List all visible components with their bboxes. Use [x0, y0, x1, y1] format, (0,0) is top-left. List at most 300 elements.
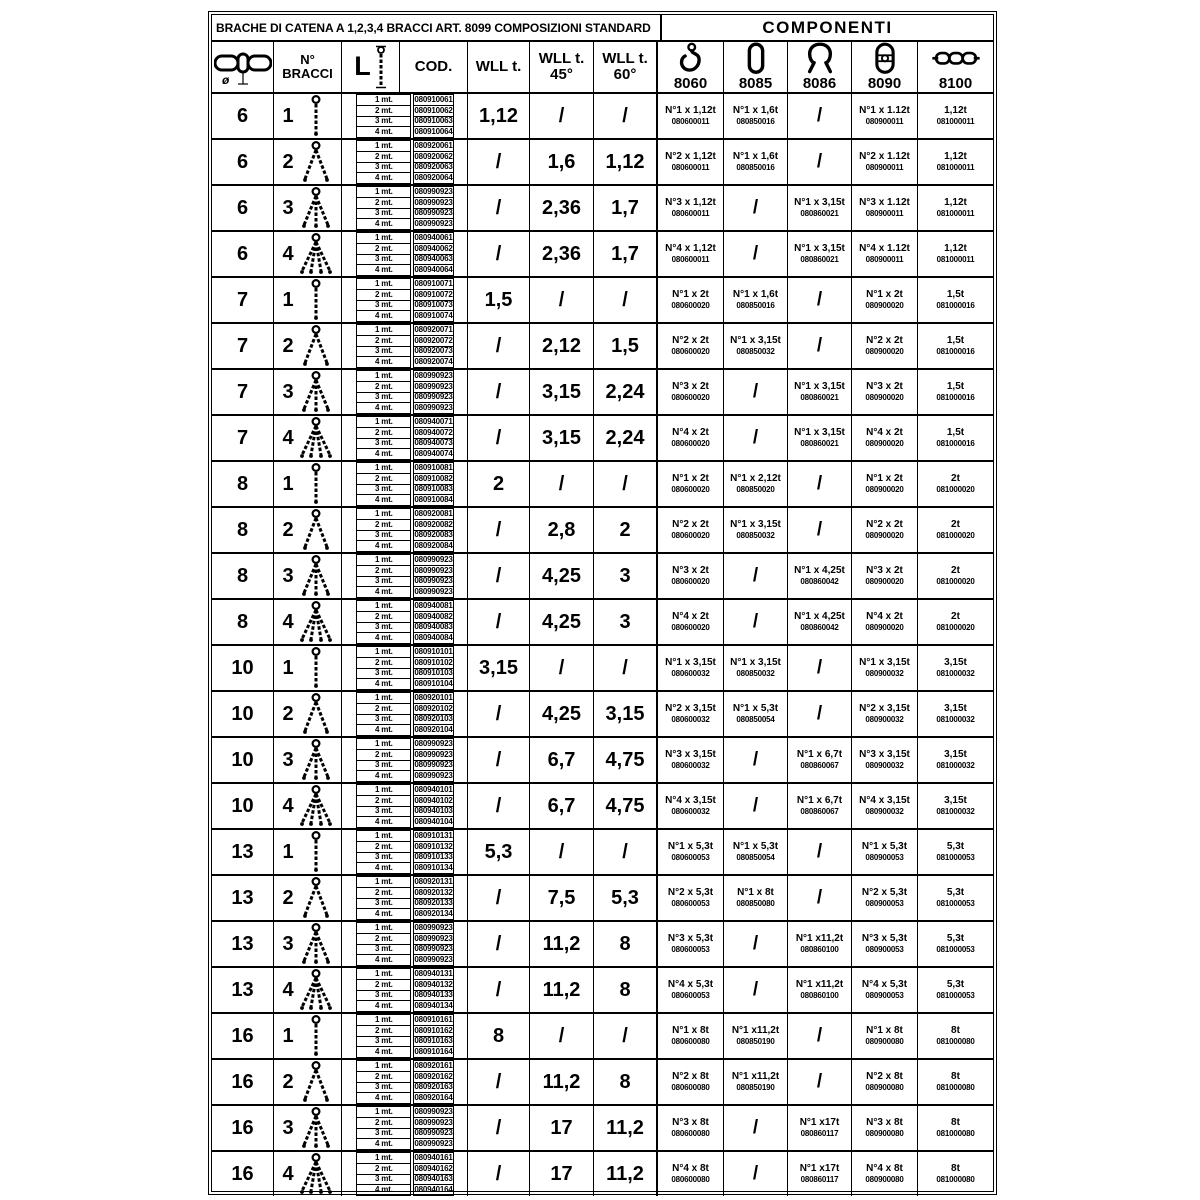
- component-8100-cell: [918, 94, 993, 138]
- component-qty: N°1 x 3,15t: [794, 380, 845, 392]
- article-code: 080920062: [414, 151, 453, 161]
- wll45-cell: 4,25: [530, 554, 594, 598]
- length-label: 2 mt.: [356, 519, 411, 531]
- component-qty: /: [816, 151, 823, 173]
- sling-icon-holder: [299, 600, 333, 644]
- component-8090-cell: [852, 324, 918, 368]
- component-qty: 1,12t: [944, 242, 967, 254]
- header-row-2: [212, 42, 993, 94]
- component-code: 080600053: [671, 945, 710, 955]
- bracci-count: 3: [282, 932, 294, 955]
- length-label: 2 mt.: [356, 381, 411, 393]
- length-code-subrow: [356, 678, 453, 690]
- length-label: 3 mt.: [356, 484, 411, 496]
- diameter-value: 13: [231, 840, 254, 863]
- wll-cell: /: [468, 922, 530, 966]
- component-8090-cell: [852, 508, 918, 552]
- component-8086-cell: [788, 922, 852, 966]
- component-8086-cell: [788, 554, 852, 598]
- component-code: 081000020: [936, 531, 975, 541]
- length-label: 4 mt.: [356, 356, 411, 368]
- wll60-cell: 3: [594, 600, 658, 644]
- component-8100-cell: [918, 692, 993, 736]
- article-code: 080940084: [414, 633, 453, 643]
- length-label: 3 mt.: [356, 1082, 411, 1094]
- component-qty: 1,12t: [944, 150, 967, 162]
- article-code: 080910162: [414, 1025, 453, 1035]
- component-code: 080600020: [671, 439, 710, 449]
- wll45-cell: /: [530, 1014, 594, 1058]
- length-label: 4 mt.: [356, 1184, 411, 1196]
- component-qty: N°1 x 3,15t: [730, 656, 781, 668]
- component-qty: N°1 x 3,15t: [665, 656, 716, 668]
- length-label: 3 mt.: [356, 990, 411, 1002]
- length-code-cell: [342, 830, 468, 874]
- component-8085-cell: [724, 94, 788, 138]
- article-code: 080910132: [414, 841, 453, 851]
- component-code: 081000020: [936, 577, 975, 587]
- component-8090-label: 8090: [867, 74, 902, 92]
- length-label: 2 mt.: [356, 289, 411, 301]
- length-code-subrow: [356, 862, 453, 874]
- component-8085-cell: [724, 462, 788, 506]
- wll60-cell: 3,15: [594, 692, 658, 736]
- bracci-cell: [274, 876, 342, 920]
- component-8090-cell: [852, 370, 918, 414]
- component-qty: N°1 x 8t: [737, 886, 774, 898]
- diameter-value: 10: [231, 702, 254, 725]
- component-8086-cell: [788, 1014, 852, 1058]
- component-8085-cell: [724, 416, 788, 460]
- length-label: 3 mt.: [356, 1174, 411, 1186]
- article-code: 080910082: [414, 473, 453, 483]
- component-8100-cell: [918, 922, 993, 966]
- article-code: 080910083: [414, 484, 453, 494]
- length-code-cell: [342, 324, 468, 368]
- chain-diameter-cell: [212, 784, 274, 828]
- length-label: 2 mt.: [356, 197, 411, 209]
- component-qty: N°1 x 4,25t: [794, 564, 845, 576]
- sling-icon-holder: [299, 1152, 333, 1196]
- component-8060-label: 8060: [673, 74, 708, 92]
- component-qty: 1,5t: [946, 334, 965, 346]
- component-8100-cell: [918, 416, 993, 460]
- component-8060-cell: [658, 830, 724, 874]
- bracci-count: 3: [282, 196, 294, 219]
- component-code: 080600080: [671, 1129, 710, 1139]
- sling-icon-holder: [299, 462, 333, 506]
- length-code-subrow: [356, 172, 453, 184]
- length-label: 1 mt.: [356, 1106, 411, 1118]
- component-code: 080900020: [865, 393, 904, 403]
- component-qty: /: [816, 519, 823, 541]
- bracci-cell: [274, 140, 342, 184]
- component-8085-cell: [724, 1152, 788, 1196]
- component-qty: N°1 x 2t: [866, 288, 903, 300]
- component-qty: N°4 x 1,12t: [665, 242, 716, 254]
- length-label: 3 mt.: [356, 668, 411, 680]
- bracci-cell: [274, 232, 342, 276]
- article-code: 080990923: [414, 760, 453, 770]
- article-code: 080990923: [414, 749, 453, 759]
- chain-diameter-cell: [212, 370, 274, 414]
- component-8090-cell: [852, 140, 918, 184]
- length-code-cell: [342, 554, 468, 598]
- bracci-count: 1: [282, 472, 294, 495]
- component-qty: N°3 x 1.12t: [859, 196, 910, 208]
- article-code: 080990923: [414, 197, 453, 207]
- bracci-cell: [274, 508, 342, 552]
- sling-icon-holder: [299, 94, 333, 138]
- hook-icon: [672, 42, 710, 75]
- article-code: 080940081: [414, 600, 453, 610]
- component-code: 081000032: [936, 761, 975, 771]
- length-label: 3 mt.: [356, 346, 411, 358]
- article-code: 080910062: [414, 105, 453, 115]
- wll-cell: /: [468, 554, 530, 598]
- component-code: 080900080: [865, 1175, 904, 1185]
- component-code: 080860117: [800, 1129, 839, 1139]
- length-code-cell: [342, 968, 468, 1012]
- wll45-cell: 11,2: [530, 922, 594, 966]
- component-8090-cell: [852, 738, 918, 782]
- length-code-cell: [342, 876, 468, 920]
- component-8085-cell: [724, 784, 788, 828]
- sling-icon-holder: [299, 784, 333, 828]
- component-qty: /: [752, 979, 759, 1001]
- chain-icon: [926, 42, 986, 75]
- diameter-value: 6: [236, 104, 249, 127]
- table-row: [212, 646, 993, 692]
- chain-diameter-cell: [212, 324, 274, 368]
- length-label: 3 mt.: [356, 392, 411, 404]
- component-qty: /: [752, 197, 759, 219]
- bracci-cell: [274, 968, 342, 1012]
- component-8090-cell: [852, 554, 918, 598]
- article-code: 080920132: [414, 887, 453, 897]
- component-8060-cell: [658, 646, 724, 690]
- component-qty: 2t: [951, 610, 960, 622]
- length-code-subrow: [356, 310, 453, 322]
- component-8086-cell: [788, 1152, 852, 1196]
- length-code-subrow: [356, 954, 453, 966]
- component-qty: /: [752, 933, 759, 955]
- length-label: 3 mt.: [356, 162, 411, 174]
- component-code: 080900020: [865, 485, 904, 495]
- component-8086-cell: [788, 278, 852, 322]
- article-code: 080910102: [414, 657, 453, 667]
- component-qty: 1,5t: [946, 380, 965, 392]
- length-label: 2 mt.: [356, 243, 411, 255]
- component-8060-cell: [658, 1060, 724, 1104]
- length-label: 1 mt.: [356, 94, 411, 106]
- component-code: 080900080: [865, 1037, 904, 1047]
- wll45-column-header: [530, 42, 594, 92]
- length-label: 1 mt.: [356, 692, 411, 704]
- article-code: 080920104: [414, 725, 453, 735]
- component-8100-cell: [918, 370, 993, 414]
- wll45-cell: 2,12: [530, 324, 594, 368]
- wll45-header-line2: 45°: [550, 66, 573, 83]
- component-qty: N°3 x 3,15t: [665, 748, 716, 760]
- component-qty: N°1 x 1,6t: [732, 150, 779, 162]
- component-8086-cell: [788, 784, 852, 828]
- table-row: [212, 1106, 993, 1152]
- wll60-cell: 3: [594, 554, 658, 598]
- component-8085-cell: [724, 692, 788, 736]
- length-label: 1 mt.: [356, 876, 411, 888]
- diameter-value: 13: [231, 886, 254, 909]
- component-8086-cell: [788, 324, 852, 368]
- chain-diameter-cell: [212, 600, 274, 644]
- wll60-cell: 11,2: [594, 1106, 658, 1150]
- length-label: 2 mt.: [356, 749, 411, 761]
- length-code-cell: [342, 784, 468, 828]
- article-code: 080940103: [414, 806, 453, 816]
- chain-diameter-cell: [212, 186, 274, 230]
- article-code: 080920162: [414, 1071, 453, 1081]
- component-qty: N°1 x 6,7t: [796, 748, 843, 760]
- length-label: 3 mt.: [356, 852, 411, 864]
- length-label: 4 mt.: [356, 862, 411, 874]
- table-row: [212, 140, 993, 186]
- length-code-cell: [342, 922, 468, 966]
- article-code: 080940131: [414, 968, 453, 978]
- length-label: 4 mt.: [356, 724, 411, 736]
- length-code-cell: [342, 1152, 468, 1196]
- article-code: 080920133: [414, 898, 453, 908]
- component-qty: N°4 x 2t: [672, 610, 709, 622]
- chain-diameter-cell: [212, 416, 274, 460]
- chain-diameter-cell: [212, 1060, 274, 1104]
- length-label: 1 mt.: [356, 1014, 411, 1026]
- component-qty: N°4 x 2t: [866, 426, 903, 438]
- component-qty: N°4 x 2t: [866, 610, 903, 622]
- diameter-value: 7: [236, 426, 249, 449]
- component-code: 080600053: [671, 991, 710, 1001]
- component-qty: 5,3t: [946, 886, 965, 898]
- bracci-count: 3: [282, 748, 294, 771]
- component-code: 080600011: [671, 117, 710, 127]
- length-label: 1 mt.: [356, 140, 411, 152]
- component-qty: N°1 x 1.12t: [859, 104, 910, 116]
- article-code: 080910164: [414, 1047, 453, 1057]
- component-8086-cell: [788, 370, 852, 414]
- article-code: 080990923: [414, 955, 453, 965]
- sling-icon-holder: [299, 324, 333, 368]
- length-label: 2 mt.: [356, 887, 411, 899]
- component-code: 080850032: [736, 347, 775, 357]
- length-code-subrow: [356, 816, 453, 828]
- component-code: 080860100: [800, 991, 839, 1001]
- component-code: 080600032: [671, 761, 710, 771]
- component-code: 080600032: [671, 715, 710, 725]
- sling-2-leg-icon: [299, 692, 333, 736]
- component-code: 080900020: [865, 623, 904, 633]
- diameter-value: 8: [236, 472, 249, 495]
- wll60-header-line2: 60°: [613, 66, 637, 83]
- component-8090-cell: [852, 232, 918, 276]
- bracci-count: 1: [282, 1024, 294, 1047]
- wll-cell: /: [468, 738, 530, 782]
- component-qty: N°2 x 8t: [866, 1070, 903, 1082]
- article-code: 080940101: [414, 784, 453, 794]
- article-code: 080990923: [414, 738, 453, 748]
- length-label: 4 mt.: [356, 402, 411, 414]
- article-code: 080990923: [414, 381, 453, 391]
- article-code: 080920082: [414, 519, 453, 529]
- length-code-cell: [342, 1014, 468, 1058]
- table-row: [212, 784, 993, 830]
- component-code: 080600032: [671, 807, 710, 817]
- wll45-cell: /: [530, 278, 594, 322]
- component-code: 080850054: [736, 715, 775, 725]
- wll60-header-line1: WLL t.: [602, 49, 648, 67]
- length-label: 4 mt.: [356, 126, 411, 138]
- length-label: 4 mt.: [356, 218, 411, 230]
- table-row: [212, 876, 993, 922]
- component-code: 080850032: [736, 669, 775, 679]
- length-label: 1 mt.: [356, 232, 411, 244]
- article-code: 080920072: [414, 335, 453, 345]
- component-8090-cell: [852, 784, 918, 828]
- article-code: 080990923: [414, 1139, 453, 1149]
- component-code: 081000032: [936, 715, 975, 725]
- sling-3-leg-icon: [299, 370, 333, 414]
- diameter-value: 6: [236, 242, 249, 265]
- component-8085-cell: [724, 830, 788, 874]
- component-qty: N°2 x 3,15t: [859, 702, 910, 714]
- wll-cell: 1,12: [468, 94, 530, 138]
- component-8100-cell: [918, 508, 993, 552]
- article-code: 080920163: [414, 1082, 453, 1092]
- component-8060-cell: [658, 324, 724, 368]
- sling-2-leg-icon: [299, 324, 333, 368]
- article-code: 080920103: [414, 714, 453, 724]
- length-code-cell: [342, 186, 468, 230]
- diameter-column-header: [212, 42, 274, 92]
- length-code-cell: [342, 508, 468, 552]
- length-label: 2 mt.: [356, 427, 411, 439]
- bracci-cell: [274, 94, 342, 138]
- sling-icon-holder: [299, 508, 333, 552]
- component-qty: N°1 x 1,12t: [665, 104, 716, 116]
- bracci-count: 2: [282, 334, 294, 357]
- component-code: 080600080: [671, 1083, 710, 1093]
- component-qty: N°3 x 2t: [672, 564, 709, 576]
- wll45-cell: /: [530, 462, 594, 506]
- length-code-cell: [342, 416, 468, 460]
- wll45-cell: 2,36: [530, 186, 594, 230]
- component-qty: N°2 x 1,12t: [665, 150, 716, 162]
- table-row: [212, 600, 993, 646]
- article-code: 080910134: [414, 863, 453, 873]
- component-code: 081000053: [936, 853, 975, 863]
- sling-1-leg-icon: [299, 278, 333, 322]
- bracci-cell: [274, 462, 342, 506]
- length-label: 3 mt.: [356, 806, 411, 818]
- component-code: 080600020: [671, 623, 710, 633]
- length-label: 1 mt.: [356, 186, 411, 198]
- wll45-cell: 6,7: [530, 784, 594, 828]
- component-qty: N°1 x17t: [799, 1162, 840, 1174]
- length-label: 3 mt.: [356, 576, 411, 588]
- component-8060-cell: [658, 416, 724, 460]
- sling-2-leg-icon: [299, 876, 333, 920]
- table-row: [212, 186, 993, 232]
- component-code: 080850054: [736, 853, 775, 863]
- length-label: 3 mt.: [356, 1036, 411, 1048]
- diameter-value: 8: [236, 518, 249, 541]
- wll60-cell: 2,24: [594, 416, 658, 460]
- length-label: 4 mt.: [356, 770, 411, 782]
- component-8085-cell: [724, 738, 788, 782]
- sling-icon-holder: [299, 370, 333, 414]
- length-label: 1 mt.: [356, 1152, 411, 1164]
- component-code: 080600020: [671, 393, 710, 403]
- component-qty: /: [816, 335, 823, 357]
- wll45-cell: 3,15: [530, 416, 594, 460]
- chain-diameter-cell: [212, 508, 274, 552]
- length-label: 2 mt.: [356, 105, 411, 117]
- wll60-cell: 1,12: [594, 140, 658, 184]
- component-code: 080600053: [671, 899, 710, 909]
- article-code: 080910101: [414, 646, 453, 656]
- bracci-cell: [274, 1106, 342, 1150]
- length-label: 4 mt.: [356, 172, 411, 184]
- length-label: 4 mt.: [356, 310, 411, 322]
- wll45-cell: 7,5: [530, 876, 594, 920]
- article-code: 080940132: [414, 979, 453, 989]
- component-8086-cell: [788, 186, 852, 230]
- length-label: 4 mt.: [356, 1046, 411, 1058]
- bracci-cell: [274, 1152, 342, 1196]
- component-8090-cell: [852, 646, 918, 690]
- component-8100-cell: [918, 1014, 993, 1058]
- header-row-1: [212, 15, 993, 42]
- article-code: 080990923: [414, 1128, 453, 1138]
- bracci-cell: [274, 278, 342, 322]
- wll60-cell: 1,7: [594, 232, 658, 276]
- length-code-subrow: [356, 724, 453, 736]
- component-8090-cell: [852, 692, 918, 736]
- article-code: 080910161: [414, 1014, 453, 1024]
- length-label: 2 mt.: [356, 657, 411, 669]
- component-code: 081000080: [936, 1083, 975, 1093]
- component-qty: N°2 x 2t: [672, 334, 709, 346]
- sling-2-leg-icon: [299, 1060, 333, 1104]
- component-qty: N°1 x11,2t: [795, 932, 844, 944]
- wll60-column-header: [594, 42, 658, 92]
- article-code: 080920134: [414, 909, 453, 919]
- sling-4-leg-icon: [299, 968, 333, 1012]
- component-code: 080850020: [736, 485, 775, 495]
- length-label: 3 mt.: [356, 438, 411, 450]
- wll-column-header: [468, 42, 530, 92]
- article-code: 080990923: [414, 392, 453, 402]
- chain-diameter-cell: [212, 692, 274, 736]
- bracci-cell: [274, 692, 342, 736]
- bracci-count: 1: [282, 288, 294, 311]
- sling-2-leg-icon: [299, 508, 333, 552]
- component-8060-cell: [658, 462, 724, 506]
- component-8090-cell: [852, 94, 918, 138]
- length-label: 3 mt.: [356, 1128, 411, 1140]
- component-8090-cell: [852, 278, 918, 322]
- length-label: 4 mt.: [356, 494, 411, 506]
- length-code-subrow: [356, 1184, 453, 1196]
- wll-cell: 2: [468, 462, 530, 506]
